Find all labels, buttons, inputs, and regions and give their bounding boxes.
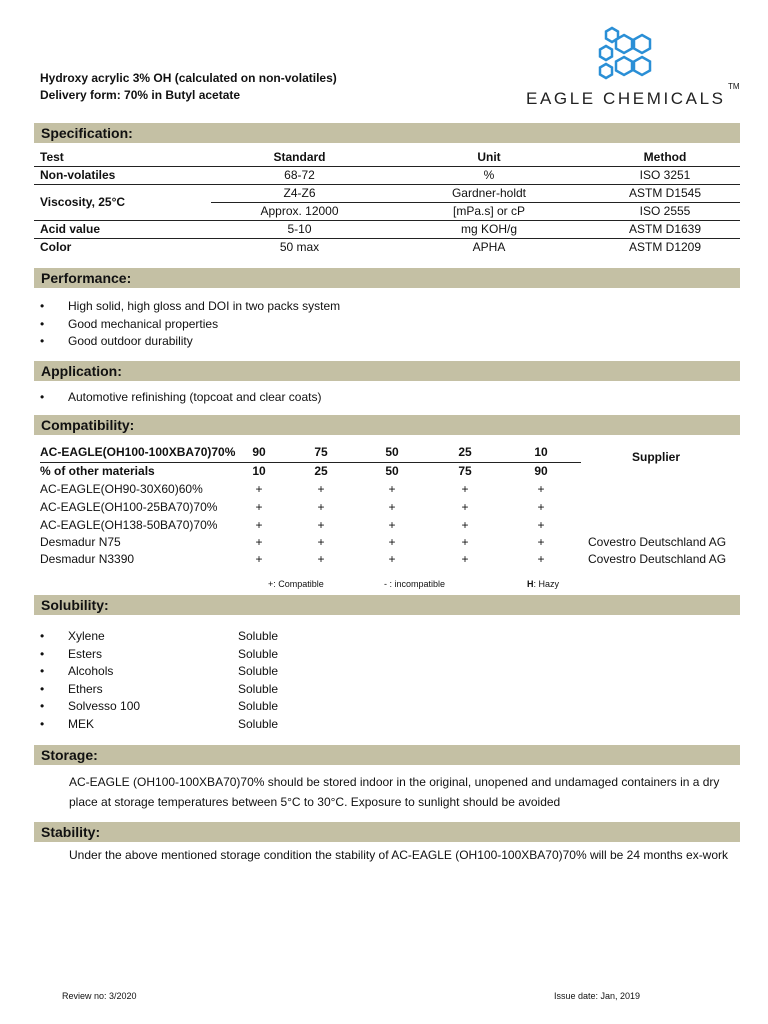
delivery-form: Delivery form: 70% in Butyl acetate	[40, 88, 241, 102]
issue-date: Issue date: Jan, 2019	[554, 991, 641, 1001]
solubility-value: Soluble	[238, 681, 279, 696]
cell-test: Viscosity, 25°C	[34, 185, 211, 221]
section-title: Solubility:	[41, 597, 109, 613]
legend-text: : Hazy	[533, 579, 560, 589]
cell-unit: [mPa.s] or cP	[388, 203, 590, 221]
section-solubility	[34, 595, 740, 615]
cell-method: ASTM D1545	[590, 185, 740, 203]
bullet-icon: •	[40, 646, 45, 661]
compat-cell: +	[317, 552, 325, 566]
list-item-text: Automotive refinishing (topcoat and clear coats)	[68, 390, 322, 404]
compat-cell: +	[388, 518, 396, 532]
solvent-name: Esters	[68, 646, 103, 661]
material-name: AC-EAGLE(OH100-25BA70)70%	[40, 500, 218, 514]
header-standard: Standard	[211, 149, 388, 167]
cell-standard: 5-10	[211, 221, 388, 239]
solubility-value: Soluble	[238, 716, 279, 731]
section-specification	[34, 123, 740, 143]
compat-cell: +	[461, 518, 469, 532]
cell-unit: %	[388, 167, 590, 185]
ratio-cell: 75	[314, 445, 328, 459]
solubility-value: Soluble	[238, 664, 279, 678]
compat-cell: +	[388, 535, 396, 549]
section-performance	[34, 268, 740, 288]
cell-method: ISO 3251	[590, 167, 740, 185]
compat-cell: +	[537, 482, 545, 496]
ratio-cell: 75	[458, 464, 472, 478]
compat-cell: +	[317, 500, 325, 514]
ratio-cell: 25	[314, 464, 328, 478]
compat-cell: +	[317, 482, 325, 496]
cell-standard: 68-72	[211, 167, 388, 185]
table-row	[34, 221, 740, 239]
section-title: Specification:	[41, 125, 133, 141]
cell-standard: Approx. 12000	[211, 203, 388, 221]
cell-unit: APHA	[472, 240, 506, 254]
section-compatibility	[34, 415, 740, 435]
compat-cell: +	[461, 552, 469, 566]
table-row	[40, 482, 740, 499]
table-row	[40, 552, 740, 569]
hexagon-logo-icon	[594, 26, 664, 84]
cell-unit: Gardner-holdt	[388, 185, 590, 203]
table-row	[34, 185, 740, 203]
table-row	[34, 167, 740, 185]
bullet-icon: •	[40, 629, 45, 643]
list-item-text: Good outdoor durability	[68, 334, 193, 348]
bullet-icon: •	[40, 334, 45, 348]
solvent-name: Ethers	[68, 681, 103, 696]
legend-symbol: +	[268, 579, 274, 589]
ratio-cell: 90	[534, 464, 548, 478]
compat-cell: +	[255, 482, 263, 496]
section-storage	[34, 745, 740, 765]
section-title: Storage:	[41, 747, 98, 763]
bullet-icon: •	[40, 681, 45, 696]
bullet-icon: •	[40, 699, 45, 713]
bullet-icon: •	[40, 716, 45, 731]
section-application	[34, 361, 740, 381]
divider	[40, 462, 581, 463]
compat-cell: +	[255, 500, 263, 514]
legend-compatible	[268, 579, 324, 589]
other-materials-label: % of other materials	[40, 464, 155, 478]
trademark-mark: TM	[728, 82, 740, 91]
specification-table	[34, 149, 740, 256]
stability-text: Under the above mentioned storage condition the stability of AC-EAGLE (OH100-100XBA70)70% will be 24 months ex-work	[69, 848, 729, 862]
bullet-icon: •	[40, 299, 45, 313]
legend-incompatible: - : incompatible	[384, 579, 446, 589]
section-title: Application:	[41, 363, 122, 379]
solvent-name: Xylene	[68, 629, 105, 643]
compat-cell: +	[388, 552, 396, 566]
compat-cell: +	[388, 500, 396, 514]
ratio-cell: 25	[458, 445, 472, 459]
section-title: Compatibility:	[41, 417, 135, 433]
legend-symbol: H	[527, 579, 534, 589]
material-name: Desmadur N75	[40, 535, 121, 549]
review-number: Review no: 3/2020	[62, 991, 137, 1001]
base-resin-label: AC-EAGLE(OH100-100XBA70)70%	[40, 445, 236, 459]
compat-cell: +	[317, 518, 325, 532]
material-name: AC-EAGLE(OH90-30X60)60%	[40, 482, 203, 496]
supplier-header: Supplier	[632, 450, 681, 464]
material-name: Desmadur N3390	[40, 552, 135, 566]
legend-hazy	[527, 579, 559, 589]
cell-standard: 50 max	[279, 240, 320, 254]
compat-cell: +	[317, 535, 325, 549]
compat-cell: +	[255, 535, 263, 549]
supplier-cell: Covestro Deutschland AG	[588, 552, 727, 566]
bullet-icon: •	[40, 664, 45, 678]
solubility-value: Soluble	[238, 646, 279, 661]
table-row	[34, 239, 740, 257]
compat-cell: +	[461, 500, 469, 514]
header-unit: Unit	[388, 149, 590, 167]
solvent-name: Solvesso 100	[68, 699, 141, 713]
cell-method: ASTM D1209	[628, 240, 702, 254]
solubility-value: Soluble	[238, 629, 279, 643]
header-test: Test	[34, 149, 211, 167]
table-row	[40, 500, 740, 517]
cell-test: Non-volatiles	[34, 167, 211, 185]
cell-method: ASTM D1639	[590, 221, 740, 239]
section-stability	[34, 822, 740, 842]
product-title: Hydroxy acrylic 3% OH (calculated on non-volatiles)	[40, 71, 337, 85]
compat-cell: +	[461, 482, 469, 496]
header-method: Method	[590, 149, 740, 167]
section-title: Performance:	[41, 270, 132, 286]
cell-test: Acid value	[34, 221, 211, 239]
compat-cell: +	[537, 535, 545, 549]
bullet-icon: •	[40, 316, 45, 331]
table-row	[40, 518, 740, 535]
compat-cell: +	[537, 552, 545, 566]
compat-cell: +	[537, 518, 545, 532]
material-name: AC-EAGLE(OH138-50BA70)70%	[40, 518, 218, 532]
compat-cell: +	[388, 482, 396, 496]
cell-test: Color	[40, 240, 72, 254]
table-row	[40, 535, 740, 552]
section-title: Stability:	[41, 824, 101, 840]
solubility-value: Soluble	[238, 699, 279, 713]
cell-method: ISO 2555	[590, 203, 740, 221]
table-row	[40, 464, 740, 481]
compat-cell: +	[255, 518, 263, 532]
cell-unit: mg KOH/g	[388, 221, 590, 239]
ratio-cell: 50	[385, 464, 399, 478]
ratio-cell: 10	[534, 445, 548, 459]
list-item-text: High solid, high gloss and DOI in two packs system	[68, 299, 341, 313]
ratio-cell: 90	[252, 445, 266, 459]
table-header-row	[34, 149, 740, 167]
bullet-icon: •	[40, 390, 45, 404]
company-logo-text: EAGLE CHEMICALS	[526, 89, 726, 108]
solvent-name: Alcohols	[68, 664, 114, 678]
compat-cell: +	[255, 552, 263, 566]
ratio-cell: 10	[252, 464, 266, 478]
compat-cell: +	[461, 535, 469, 549]
cell-standard: Z4-Z6	[211, 185, 388, 203]
storage-text: AC-EAGLE (OH100-100XBA70)70% should be stored indoor in the original, unopened and undamaged containers in a dry place at storage temperatures between 5°C to 30°C. Exposure to sunlight should be avoided	[69, 775, 720, 809]
legend-text: : Compatible	[273, 579, 324, 589]
ratio-cell: 50	[385, 445, 399, 459]
compat-cell: +	[537, 500, 545, 514]
supplier-cell: Covestro Deutschland AG	[588, 535, 727, 549]
list-item-text: Good mechanical properties	[68, 316, 219, 331]
solvent-name: MEK	[68, 716, 95, 731]
